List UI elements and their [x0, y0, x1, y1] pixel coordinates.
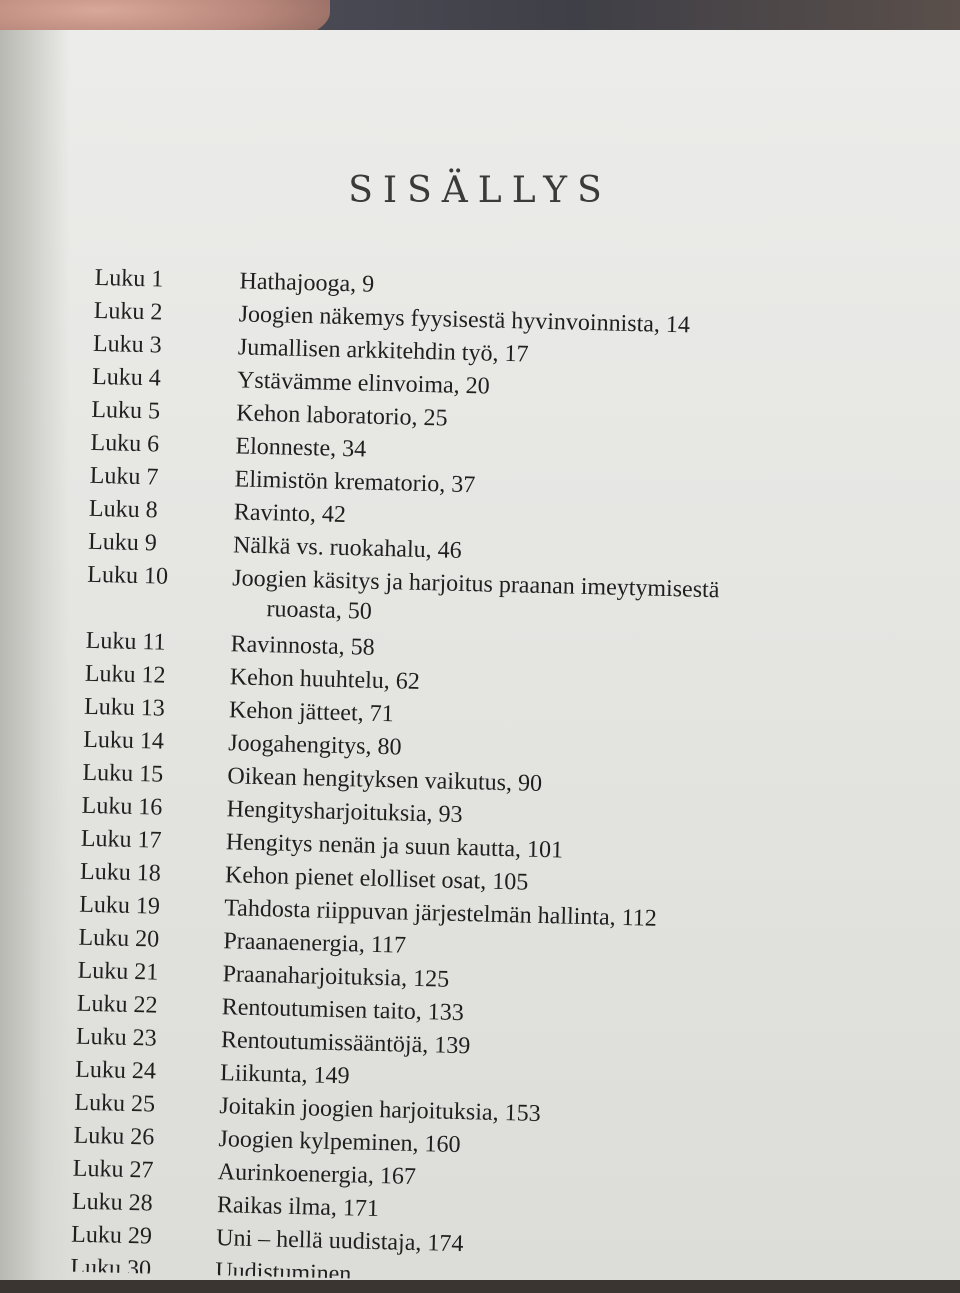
toc-title-text: Uni – hellä uudistaja — [215, 1225, 416, 1256]
toc-chapter-number: Luku 26 — [73, 1122, 155, 1151]
toc-page-number: 58 — [350, 634, 375, 661]
toc-chapter-title: Rentoutumisen taito, 133 — [221, 994, 465, 1027]
toc-title-text: Elonneste — [235, 433, 331, 462]
toc-chapter-number: Luku 10 — [87, 561, 169, 590]
toc-chapter-title: Hengitysharjoituksia, 93 — [226, 796, 463, 829]
toc-page-number: 46 — [437, 537, 462, 564]
toc-chapter-title: Tahdosta riippuvan järjestelmän hallinta, 112 — [223, 895, 658, 932]
toc-chapter-title: Raikas ilma, 171 — [216, 1192, 380, 1223]
toc-chapter-number: Luku 27 — [72, 1155, 154, 1184]
toc-title-text: Joitakin joogien harjoituksia — [219, 1093, 493, 1126]
toc-title-text: Kehon huuhtelu — [229, 664, 385, 695]
toc-chapter-title: Joogahengitys, 80 — [227, 730, 402, 761]
toc-chapter-number: Luku 18 — [79, 858, 162, 887]
toc-chapter-title: Nälkä vs. ruokahalu, 46 — [232, 532, 462, 564]
toc-title-text: Raikas ilma — [216, 1192, 332, 1221]
toc-page-number: 117 — [370, 931, 407, 959]
toc-chapter-title: Elimistön krematorio, 37 — [234, 466, 476, 499]
toc-page-number: 101 — [526, 836, 564, 864]
toc-chapter-title: Hathajooga, 9 — [239, 268, 375, 298]
toc-page-number: 171 — [342, 1195, 380, 1223]
toc-chapter-number: Luku 21 — [77, 957, 159, 986]
toc-title-text: Hengitysharjoituksia — [226, 796, 427, 828]
toc-title-text: Ravinnosta — [230, 631, 339, 660]
toc-chapter-number: Luku 2 — [93, 297, 163, 326]
toc-page-number: 37 — [450, 471, 476, 499]
toc-chapter-title: Joogien kylpeminen, 160 — [218, 1126, 461, 1159]
toc-chapter-number: Luku 23 — [75, 1023, 158, 1052]
toc-chapter-number: Luku 1 — [94, 264, 164, 293]
toc-title-text: Kehon pienet elolliset osat — [224, 862, 481, 895]
toc-chapter-number: Luku 3 — [92, 330, 162, 359]
toc-page-number: 133 — [427, 999, 465, 1027]
toc-page-number: 62 — [395, 668, 421, 695]
toc-title-text: Uudistuminen — [215, 1258, 352, 1288]
toc-title-text: Joogien kylpeminen — [218, 1126, 413, 1157]
table-of-contents — [0, 260, 960, 1293]
toc-chapter-title: Liikunta, 149 — [219, 1060, 350, 1090]
toc-chapter-title: Rentoutumissääntöjä, 139 — [220, 1027, 471, 1060]
toc-page-number: 20 — [465, 372, 491, 400]
toc-chapter-number: Luku 8 — [88, 495, 158, 524]
toc-chapter-number: Luku 15 — [82, 759, 164, 788]
toc-title-text: Tahdosta riippuvan järjestelmän hallinta — [223, 895, 610, 931]
toc-page-number: 105 — [491, 868, 529, 896]
toc-chapter-number: Luku 5 — [91, 396, 161, 425]
toc-title-text: Nälkä vs. ruokahalu — [232, 532, 426, 564]
toc-title-text: Ystävämme elinvoima — [236, 367, 455, 399]
toc-chapter-title: Ravinto, 42 — [233, 499, 347, 529]
toc-page-number: 160 — [424, 1131, 461, 1159]
toc-chapter-title: Joogien käsitys ja harjoitus praanan imeytymisestä ruoasta, 50 — [231, 565, 720, 625]
toc-title-text: Kehon laboratorio — [236, 400, 412, 431]
toc-chapter-number: Luku 30 — [70, 1254, 152, 1283]
toc-chapter-number: Luku 25 — [74, 1089, 156, 1118]
toc-title-text: Jumallisen arkkitehdin työ — [237, 334, 493, 367]
toc-chapter-number: Luku 20 — [78, 924, 160, 953]
toc-title-text: Praanaenergia — [223, 928, 360, 958]
toc-chapter-title: Kehon laboratorio, 25 — [236, 400, 448, 432]
toc-page-number: 80 — [377, 733, 402, 761]
toc-page-number: 153 — [504, 1100, 541, 1128]
toc-chapter-title: Kehon huuhtelu, 62 — [229, 664, 421, 695]
toc-chapter-number: Luku 14 — [83, 726, 165, 755]
toc-title-text: Rentoutumissääntöjä — [220, 1027, 423, 1059]
toc-chapter-number: Luku 11 — [85, 627, 166, 656]
toc-chapter-title: Praanaenergia, 117 — [223, 928, 407, 959]
toc-page-number: 90 — [517, 770, 543, 797]
toc-chapter-number: Luku 28 — [71, 1188, 154, 1217]
toc-chapter-title: Aurinkoenergia, 167 — [217, 1159, 417, 1190]
toc-title-text: Rentoutumisen taito — [221, 994, 417, 1025]
toc-chapter-title: Ravinnosta, 58 — [230, 631, 375, 661]
toc-chapter-number: Luku 4 — [91, 363, 162, 392]
toc-page-number: 42 — [321, 501, 347, 529]
toc-chapter-number: Luku 24 — [74, 1056, 157, 1085]
toc-chapter-title: Jumallisen arkkitehdin työ, 17 — [237, 334, 529, 368]
toc-page-number: 174 — [427, 1230, 464, 1258]
toc-page-number: 50 — [347, 598, 373, 625]
toc-title-text: Oikean hengityksen vaikutus — [227, 763, 507, 797]
toc-chapter-number: Luku 6 — [90, 429, 160, 458]
toc-chapter-number: Luku 19 — [78, 891, 161, 920]
toc-chapter-title: Oikean hengityksen vaikutus, 90 — [227, 763, 543, 797]
toc-chapter-number: Luku 17 — [80, 825, 162, 854]
toc-page-number: 9 — [361, 271, 375, 298]
toc-chapter-title: Praanaharjoituksia, 125 — [222, 961, 450, 993]
toc-title-text: Elimistön krematorio — [234, 466, 440, 498]
toc-chapter-title: Hengitys nenän ja suun kautta, 101 — [225, 829, 564, 864]
toc-page-number: 17 — [504, 340, 529, 368]
toc-title-text: Joogahengitys — [227, 730, 366, 760]
toc-chapter-title: Joogien näkemys fyysisestä hyvinvoinnista, 14 — [238, 301, 691, 339]
page-title: SISÄLLYS — [348, 170, 612, 211]
toc-page-number: 14 — [665, 311, 691, 339]
toc-title-text: Aurinkoenergia — [217, 1159, 369, 1189]
toc-chapter-number: Luku 16 — [81, 792, 163, 821]
toc-chapter-title: Uni – hellä uudistaja, 174 — [215, 1225, 464, 1258]
toc-page-number: 25 — [423, 404, 448, 432]
toc-page-number: 149 — [313, 1062, 350, 1090]
toc-page-number: 112 — [621, 904, 658, 932]
toc-chapter-title: Ystävämme elinvoima, 20 — [236, 367, 491, 400]
toc-title-text: Ravinto — [233, 499, 311, 528]
toc-chapter-title: Kehon pienet elolliset osat, 105 — [224, 862, 529, 896]
toc-title-text: Kehon jätteet — [228, 697, 358, 727]
toc-title-text: Hengitys nenän ja suun kautta — [225, 829, 516, 863]
toc-chapter-title: Elonneste, 34 — [235, 433, 367, 463]
toc-chapter-number: Luku 22 — [76, 990, 158, 1019]
toc-title-text: Joogien näkemys fyysisestä hyvinvoinnista — [238, 301, 655, 338]
toc-page-number: 167 — [379, 1163, 417, 1190]
toc-title-text: Liikunta — [219, 1060, 302, 1089]
toc-page-number: 34 — [341, 435, 367, 463]
toc-page-number: 139 — [433, 1032, 471, 1060]
toc-chapter-number: Luku 13 — [83, 693, 166, 722]
toc-title-text: Praanaharjoituksia — [222, 961, 402, 992]
toc-title-continued: ruoasta — [266, 596, 337, 624]
toc-chapter-number: Luku 7 — [89, 462, 159, 491]
toc-title-text: Joogien käsitys ja harjoitus praanan imeytymisestä — [231, 565, 720, 604]
toc-chapter-title: Kehon jätteet, 71 — [228, 697, 394, 728]
toc-chapter-number: Luku 29 — [70, 1221, 153, 1250]
toc-chapter-title: Joitakin joogien harjoituksia, 153 — [219, 1093, 541, 1128]
toc-title-text: Hathajooga — [239, 268, 351, 298]
toc-page-number: 125 — [412, 965, 450, 993]
toc-page-number: 71 — [369, 700, 394, 728]
toc-chapter-number: Luku 12 — [84, 660, 166, 689]
toc-chapter-number: Luku 9 — [87, 528, 158, 557]
toc-page-number: 93 — [438, 801, 463, 829]
